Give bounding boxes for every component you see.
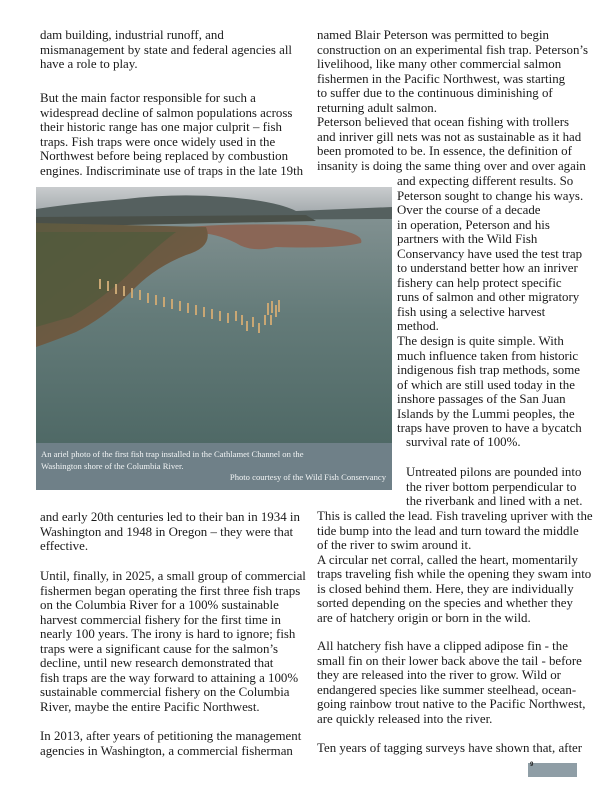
text-line: to suffer due to the continuous diminishing of: [317, 86, 553, 101]
text-line: have a role to play.: [40, 57, 138, 72]
right-paragraph: [317, 639, 586, 726]
text-line: mismanagement by state and federal agencies all: [40, 42, 292, 57]
text-line: they are released into the river to grow. Wild or: [317, 668, 561, 683]
text-line: in operation, Peterson and his: [397, 217, 550, 232]
photo-caption: [36, 443, 392, 490]
text-line: engines. Indiscriminate use of traps in the late 19th: [40, 163, 304, 178]
text-line: construction on an experimental fish trap. Peterson’s: [317, 42, 588, 57]
text-line: fishermen in the Pacific Northwest, was starting: [317, 71, 566, 86]
text-line: tide bump into the lead and turn toward the middle: [317, 523, 579, 538]
text-line: In 2013, after years of petitioning the management: [40, 729, 302, 743]
text-line: Peterson sought to change his ways.: [397, 188, 584, 203]
text-line: livelihood, like many other commercial salmon: [317, 57, 562, 72]
photo-image: [36, 187, 392, 443]
text-line: Peterson believed that ocean fishing with trollers: [317, 115, 570, 130]
right-paragraph: [317, 28, 588, 173]
text-line: small fin on their lower back above the tail - before: [317, 653, 582, 668]
text-line: runs of salmon and other migratory: [397, 290, 580, 305]
text-line: been promoted to be. In essence, the definition of: [317, 144, 572, 159]
text-line: sustainable commercial fishery on the Columbia: [40, 685, 290, 700]
text-line: and inriver gill nets was not as sustainable as it had: [317, 129, 582, 144]
right-paragraph: [406, 435, 521, 450]
text-line: This is called the lead. Fish traveling upriver with the: [317, 509, 593, 523]
right-paragraph: [317, 741, 582, 756]
text-line: fish traps are the way forward to attaining a 100%: [40, 670, 299, 685]
text-line: are of hatchery origin or born in the wild.: [317, 610, 531, 625]
text-line: indigenous fish trap methods, some: [397, 363, 580, 378]
text-line: Untreated pilons are pounded into: [406, 465, 582, 479]
text-line: is closed behind them. Here, they are individually: [317, 581, 574, 596]
text-line: to understand better how an inriver: [397, 261, 578, 276]
text-line: But the main factor responsible for such a: [40, 91, 256, 105]
text-line: River, maybe the entire Pacific Northwest.: [40, 699, 260, 714]
text-line: traps. Fish traps were once widely used in the: [40, 134, 276, 149]
text-line: endangered species like summer steelhead, ocean-: [317, 682, 577, 697]
text-line: the riverbank and lined with a net.: [406, 494, 583, 509]
text-line: Over the course of a decade: [397, 203, 541, 218]
text-line: widespread decline of salmon populations across: [40, 105, 293, 120]
text-line: on the Columbia River for a 100% sustainable: [40, 598, 279, 613]
left-paragraph: [40, 729, 301, 758]
text-line: Conservancy have used the test trap: [397, 246, 583, 261]
text-line: named Blair Peterson was permitted to begin: [317, 28, 549, 42]
text-line: effective.: [40, 539, 89, 554]
text-line: Ten years of tagging surveys have shown that, after: [317, 741, 583, 755]
caption-line: Washington shore of the Columbia River.: [41, 460, 184, 471]
left-paragraph: [40, 28, 292, 72]
text-line: fishery can help protect specific: [397, 275, 562, 290]
text-line: All hatchery fish have a clipped adipose fin - the: [317, 639, 568, 653]
text-line: the river bottom perpendicular to: [406, 479, 577, 494]
text-line: nearly 100 years. The irony is hard to ignore; fish: [40, 627, 296, 642]
text-line: of which are still used today in the: [397, 377, 575, 392]
text-line: Washington and 1948 in Oregon – they were that: [40, 524, 294, 539]
text-line: and early 20th centuries led to their ban in 1934 in: [40, 510, 300, 524]
text-line: A circular net corral, called the heart, momentarily: [317, 552, 578, 567]
left-paragraph: [40, 569, 306, 714]
right-paragraph: [406, 465, 582, 509]
text-line: partners with the Wild Fish: [397, 232, 538, 247]
text-line: fishermen began operating the first three fish traps: [40, 583, 301, 598]
text-line: Northwest before being replaced by combustion: [40, 149, 289, 164]
text-line: returning adult salmon.: [317, 100, 437, 115]
text-line: inshore passages of the San Juan: [397, 392, 566, 407]
text-line: traps have proven to have a bycatch: [397, 421, 582, 436]
text-line: are quickly released into the river.: [317, 711, 493, 726]
text-line: fish using a selective harvest: [397, 304, 546, 319]
text-line: dam building, industrial runoff, and: [40, 28, 224, 42]
left-paragraph: [40, 510, 300, 554]
caption-line: An ariel photo of the first fish trap installed in the Cathlamet Channel on the: [41, 449, 304, 459]
text-line: harvest commercial fishery for the first time in: [40, 612, 281, 627]
text-line: survival rate of 100%.: [406, 435, 521, 449]
page-number-box: [528, 763, 577, 777]
photo-credit: Photo courtesy of the Wild Fish Conservancy: [229, 472, 386, 482]
text-line: traps traveling fish while the opening they swam into: [317, 567, 592, 582]
text-line: agencies in Washington, a commercial fisherman: [40, 743, 293, 758]
text-line: going rainbow trout native to the Pacific Northwest,: [317, 697, 586, 712]
text-line: decline, until new research demonstrated that: [40, 656, 274, 671]
text-line: traps were a significant cause for the salmon’s: [40, 641, 279, 656]
text-line: Until, finally, in 2025, a small group of commercial: [40, 569, 306, 583]
text-line: The design is quite simple. With: [397, 334, 564, 349]
text-line: Islands by the Lummi peoples, the: [397, 406, 575, 421]
text-line: sorted depending on the species and whether they: [317, 596, 573, 611]
text-line: much influence taken from historic: [397, 348, 579, 363]
aerial-fish-trap-photo: [36, 187, 392, 490]
text-line: of the river to swim around it.: [317, 538, 472, 553]
text-line: insanity is doing the same thing over and over again: [317, 158, 586, 173]
right-paragraph: [317, 509, 593, 625]
text-line: method.: [397, 319, 439, 334]
right-paragraph: [397, 174, 583, 436]
left-paragraph: [40, 91, 303, 178]
page-number: 9: [530, 762, 534, 768]
text-line: their historic range has one major culprit – fish: [40, 120, 282, 135]
text-line: and expecting different results. So: [397, 174, 574, 188]
